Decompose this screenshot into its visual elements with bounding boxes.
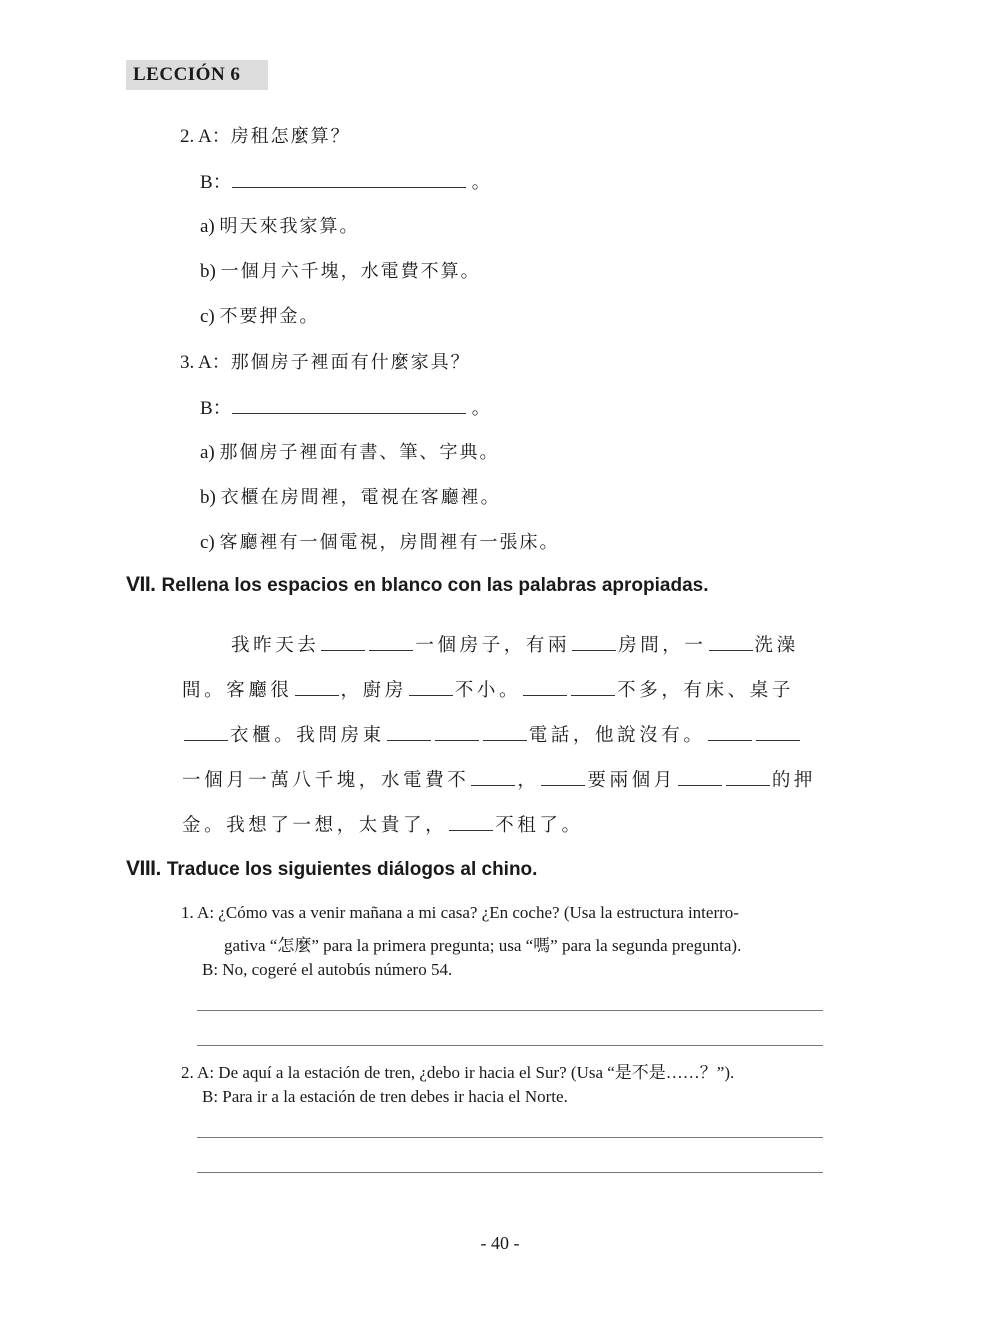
fill-blank[interactable] xyxy=(571,679,615,696)
question-text: 那個房子裡面有什麼家具？ xyxy=(230,352,471,373)
writing-line[interactable] xyxy=(197,1137,823,1138)
fill-blank[interactable] xyxy=(709,634,753,651)
option-text: 明天來我家算。 xyxy=(219,216,360,237)
answer-end: 。 xyxy=(471,172,492,193)
section-title: Traduce los siguientes diálogos al chino. xyxy=(166,859,538,880)
fill-blank[interactable] xyxy=(295,679,339,696)
fill-text: 房間，一 xyxy=(618,635,707,656)
option-text: 衣櫃在房間裡，電視在客廳裡。 xyxy=(220,487,501,508)
fill-text: 一個月一萬八千塊，水電費不 xyxy=(182,770,470,791)
fill-blank[interactable] xyxy=(756,724,800,741)
fill-line-5 xyxy=(182,811,584,837)
answer-line-3 xyxy=(200,393,492,420)
fill-blank[interactable] xyxy=(471,769,515,786)
fill-text: 一個房子，有兩 xyxy=(415,635,571,656)
option-text: 客廳裡有一個電視，房間裡有一張床。 xyxy=(219,532,560,553)
translation-2-question: 2. A: De aquí a la estación de tren, ¿debo ir hacia el Sur? (Usa “是不是……？”). xyxy=(181,1063,735,1082)
option-b xyxy=(200,257,481,283)
option-letter: b) xyxy=(200,261,216,282)
fill-text: 不租了。 xyxy=(495,815,584,836)
fill-line-4 xyxy=(182,766,816,792)
question-3 xyxy=(180,347,471,374)
fill-text: 要兩個月 xyxy=(587,770,676,791)
option-c xyxy=(200,302,320,328)
question-text: 房租怎麼算？ xyxy=(230,126,351,147)
fill-blank[interactable] xyxy=(483,724,527,741)
fill-text: 的押 xyxy=(771,770,817,791)
section-number: VII. xyxy=(126,573,156,596)
option-letter: c) xyxy=(200,306,215,327)
option-a xyxy=(200,438,500,464)
writing-line[interactable] xyxy=(197,1172,823,1173)
writing-line[interactable] xyxy=(197,1010,823,1011)
fill-blank[interactable] xyxy=(523,679,567,696)
fill-text: 衣櫃。我問房東 xyxy=(230,725,385,746)
fill-blank[interactable] xyxy=(678,769,722,786)
fill-text: 電話，他說沒有。 xyxy=(528,725,706,746)
fill-text: ，廚房 xyxy=(340,680,407,701)
answer-blank[interactable] xyxy=(232,397,466,414)
translation-2-answer: B: Para ir a la estación de tren debes ir hacia el Norte. xyxy=(202,1087,568,1106)
option-letter: a) xyxy=(200,216,215,237)
writing-line[interactable] xyxy=(197,1045,823,1046)
fill-line-3 xyxy=(182,721,802,747)
translation-1-question: 1. A: ¿Cómo vas a venir mañana a mi casa? ¿En coche? (Usa la estructura interro- xyxy=(181,903,739,922)
option-letter: a) xyxy=(200,442,215,463)
page-number: - 40 - xyxy=(480,1233,520,1253)
fill-text: ， xyxy=(517,770,540,791)
option-letter: c) xyxy=(200,532,215,553)
section-title: Rellena los espacios en blanco con las palabras apropiadas. xyxy=(161,575,709,596)
fill-line-2 xyxy=(182,676,794,702)
fill-blank[interactable] xyxy=(321,634,365,651)
fill-blank[interactable] xyxy=(708,724,752,741)
fill-blank[interactable] xyxy=(726,769,770,786)
fill-blank[interactable] xyxy=(387,724,431,741)
fill-blank[interactable] xyxy=(409,679,453,696)
answer-label: B： xyxy=(200,172,232,193)
option-b xyxy=(200,483,501,509)
section-7-heading xyxy=(126,573,709,597)
option-letter: b) xyxy=(200,487,216,508)
question-number: 2. A： xyxy=(180,126,231,147)
option-text: 那個房子裡面有書、筆、字典。 xyxy=(219,442,500,463)
lesson-label: LECCIÓN 6 xyxy=(126,60,268,90)
fill-blank[interactable] xyxy=(449,814,493,831)
translation-1-answer: B: No, cogeré el autobús número 54. xyxy=(202,960,453,979)
section-8-heading xyxy=(126,857,537,881)
fill-text: 不多，有床、桌子 xyxy=(617,680,794,701)
fill-text: 間。客廳很 xyxy=(182,680,293,701)
fill-blank[interactable] xyxy=(369,634,413,651)
answer-blank[interactable] xyxy=(232,171,466,188)
question-number: 3. A： xyxy=(180,352,231,373)
fill-blank[interactable] xyxy=(184,724,228,741)
fill-blank[interactable] xyxy=(435,724,479,741)
translation-1-question-cont: gativa “怎麼” para la primera pregunta; usa “嗎” para la segunda pregunta). xyxy=(224,936,742,955)
option-a xyxy=(200,212,360,238)
option-c xyxy=(200,528,560,554)
question-2 xyxy=(180,121,351,148)
answer-line-2 xyxy=(200,167,492,194)
section-number: VIII. xyxy=(126,857,161,880)
fill-text: 洗澡 xyxy=(754,635,799,656)
answer-end: 。 xyxy=(471,398,492,419)
fill-text: 我昨天去 xyxy=(231,635,320,656)
fill-line-1 xyxy=(231,631,799,657)
fill-text: 不小。 xyxy=(454,680,522,701)
fill-text: 金。我想了一想，太貴了， xyxy=(182,815,448,836)
fill-blank[interactable] xyxy=(572,634,616,651)
option-text: 不要押金。 xyxy=(219,306,320,327)
fill-blank[interactable] xyxy=(541,769,585,786)
option-text: 一個月六千塊，水電費不算。 xyxy=(220,261,481,282)
answer-label: B： xyxy=(200,398,232,419)
